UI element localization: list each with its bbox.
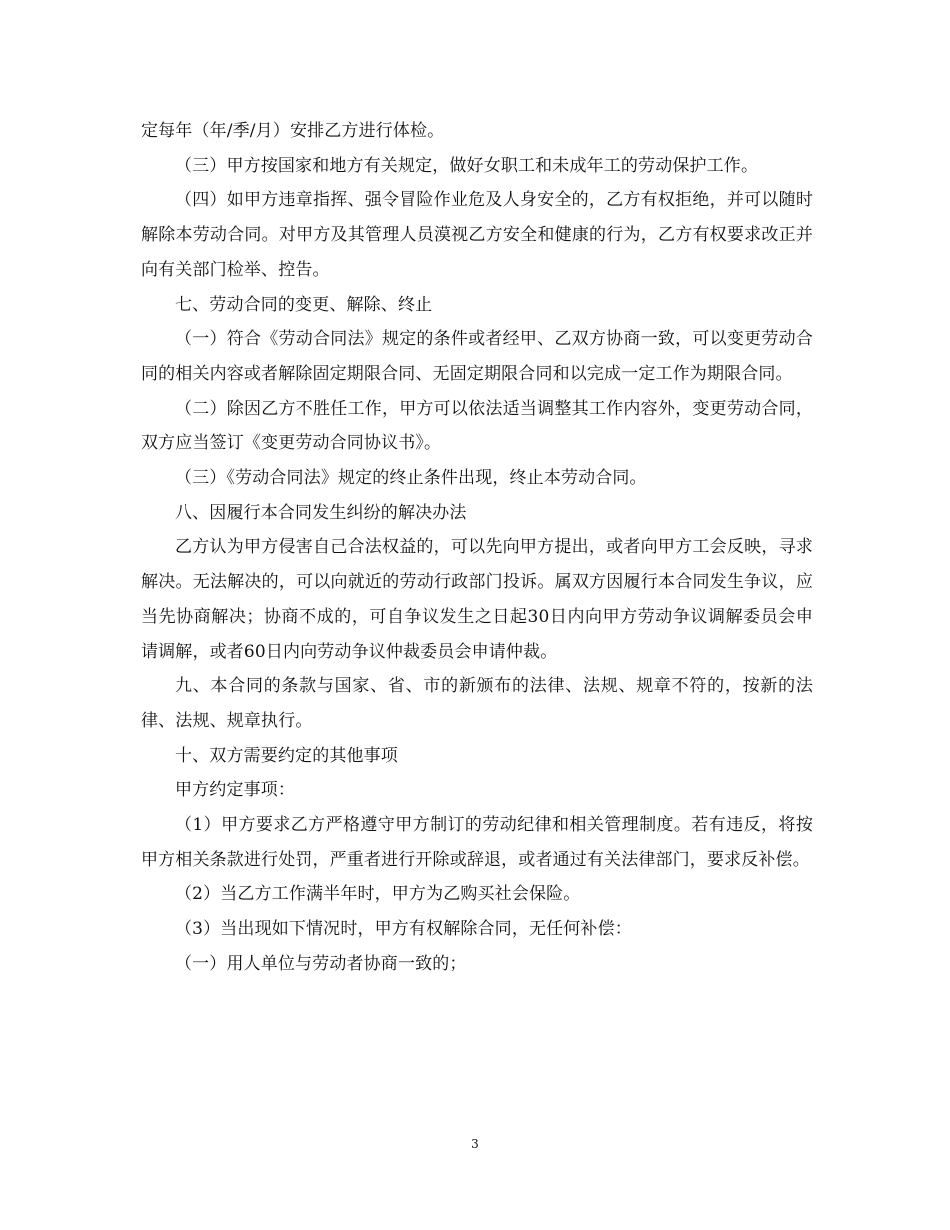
list-item-discipline: （1）甲方要求乙方严格遵守甲方制订的劳动纪律和相关管理制度。若有违反，将按甲方相关条款进行处罚，严重者进行开除或辞退，或者通过有关法律部门，要求反补偿。: [141, 815, 813, 870]
list-item-social-insurance: （2）当乙方工作满半年时，甲方为乙购买社会保险。: [175, 884, 581, 905]
paragraph-change-contract: （一）符合《劳动合同法》规定的条件或者经甲、乙双方协商一致，可以变更劳动合同的相关内容或者解除固定期限合同、无固定期限合同和以完成一定工作为期限合同。: [141, 329, 813, 384]
section-heading-9: 九、本合同的条款与国家、省、市的新颁布的法律、法规、规章不符的，按新的法律、法规、规章执行。: [141, 676, 813, 731]
paragraph-termination: （三）《劳动合同法》规定的终止条件出现，终止本劳动合同。: [175, 468, 647, 489]
section-heading-10: 十、双方需要约定的其他事项: [175, 745, 398, 766]
document-body: [141, 114, 813, 982]
paragraph-health-check: 定每年（年/季/月）安排乙方进行体检。: [141, 121, 445, 141]
list-item-termination-conditions: （3）当出现如下情况时，甲方有权解除合同，无任何补偿：: [175, 919, 632, 940]
page-number: 3: [471, 1137, 479, 1151]
paragraph-refuse-unsafe-work: （四）如甲方违章指挥、强令冒险作业危及人身安全的，乙方有权拒绝，并可以随时解除本劳动合同。对甲方及其管理人员漠视乙方安全和健康的行为，乙方有权要求改正并向有关部门检举、控告。: [141, 190, 813, 280]
section-heading-8: 八、因履行本合同发生纠纷的解决办法: [175, 502, 467, 523]
paragraph-adjust-work: （二）除因乙方不胜任工作，甲方可以依法适当调整其工作内容外，变更劳动合同，双方应当签订《变更劳动合同协议书》。: [141, 398, 813, 454]
section-heading-7: 七、劳动合同的变更、解除、终止: [175, 294, 433, 315]
paragraph-party-a-terms: 甲方约定事项：: [175, 780, 296, 801]
paragraph-labor-protection: （三）甲方按国家和地方有关规定，做好女职工和未成年工的劳动保护工作。: [175, 155, 759, 176]
list-item-mutual-agreement: （一）用人单位与劳动者协商一致的；: [175, 953, 467, 974]
paragraph-dispute-resolution: 乙方认为甲方侵害自己合法权益的，可以先向甲方提出，或者向甲方工会反映，寻求解决。无法解决的，可以向就近的劳动行政部门投诉。属双方因履行本合同发生争议，应当先协商解决；协商不成的，可自争议发生之日起30日内向甲方劳动争议调解委员会申请调解，或者60日内向劳动争议仲裁委员会申请仲裁。: [141, 537, 813, 662]
